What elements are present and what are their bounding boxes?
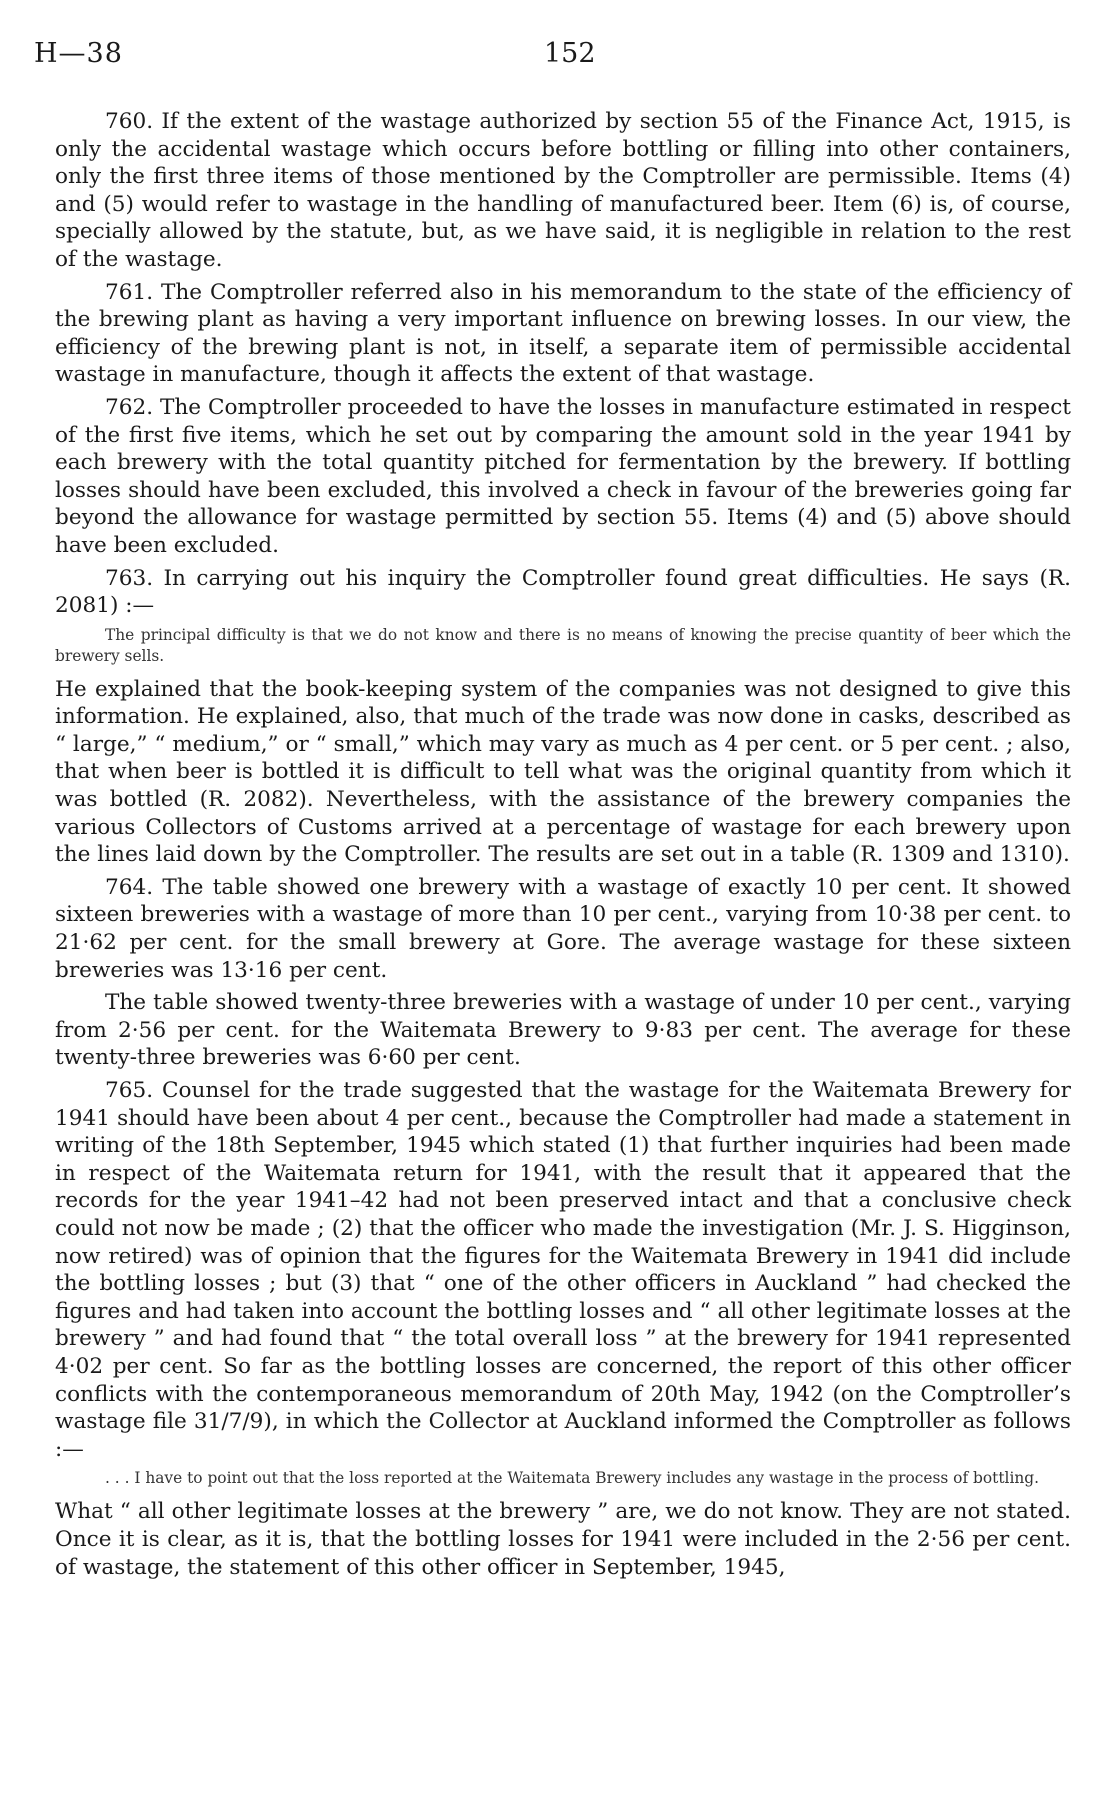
paragraph-765-continued: What “ all other legitimate losses at the brewery ” are, we do not know. They are not stated. Once it is clear, as it is, that the bottling losses for 1941 were included in the 2·56 per cent. of wastage, the statement of this other officer in September, 1945,	[55, 1499, 1071, 1580]
paragraph-763-continued: He explained that the book-keeping system of the companies was not designed to give this information. He explained, also, that much of the trade was now done in casks, described as “ large,” “ medium,” or “ small,” which may vary as much as 4 per cent. or 5 per cent. ; also, that when beer is bottled it is difficult to tell what was the original quantity from which it was bottled (R. 2082). Nevertheless, with the assistance of the brewery companies the various Collectors of Customs arrived at a percentage of wastage for each brewery upon the lines laid down by the Comptroller. The results are set out in a table (R. 1309 and 1310).	[55, 676, 1071, 868]
paragraph-764-continued: The table showed twenty-three breweries with a wastage of under 10 per cent., varying from 2·56 per cent. for the Waitemata Brewery to 9·83 per cent. The average for these twenty-three breweries was 6·60 per cent.	[55, 990, 1071, 1071]
document-reference: H—38	[34, 38, 123, 69]
quotation-765: . . . I have to point out that the loss reported at the Waitemata Brewery includes any wastage in the process of bottling.	[105, 1469, 1040, 1488]
quotation-763: The principal difficulty is that we do not know and there is no means of knowing the precise quantity of beer which the brewery sells.	[55, 625, 1071, 665]
page-header	[0, 38, 1114, 78]
paragraph-763: 763. In carrying out his inquiry the Comptroller found great difficulties. He says (R. 2081) :—	[55, 565, 1071, 619]
paragraph-760: 760. If the extent of the wastage authorized by section 55 of the Finance Act, 1915, is only the accidental wastage which occurs before bottling or filling into other containers, only the first three items of those mentioned by the Comptroller are permissible. Items (4) and (5) would refer to wastage in the handling of manufactured beer. Item (6) is, of course, specially allowed by the statute, but, as we have said, it is negligible in relation to the rest of the wastage.	[55, 109, 1071, 272]
paragraph-761: 761. The Comptroller referred also in his memorandum to the state of the efficiency of the brewing plant as having a very important influence on brewing losses. In our view, the efficiency of the brewing plant is not, in itself, a separate item of permissible accidental wastage in manufacture, though it affects the extent of that wastage.	[55, 279, 1071, 388]
document-body	[55, 108, 1071, 1586]
paragraph-764: 764. The table showed one brewery with a wastage of exactly 10 per cent. It showed sixteen breweries with a wastage of more than 10 per cent., varying from 10·38 per cent. to 21·62 per cent. for the small brewery at Gore. The average wastage for these sixteen breweries was 13·16 per cent.	[55, 874, 1071, 983]
paragraph-762: 762. The Comptroller proceeded to have the losses in manufacture estimated in respect of the first five items, which he set out by comparing the amount sold in the year 1941 by each brewery with the total quantity pitched for fermentation by the brewery. If bottling losses should have been excluded, this involved a check in favour of the breweries going far beyond the allowance for wastage permitted by section 55. Items (4) and (5) above should have been excluded.	[55, 394, 1071, 558]
page-number: 152	[544, 38, 596, 69]
paragraph-765: 765. Counsel for the trade suggested that the wastage for the Waitemata Brewery for 1941 should have been about 4 per cent., because the Comptroller had made a statement in writing of the 18th September, 1945 which stated (1) that further inquiries had been made in respect of the Waitemata return for 1941, with the result that it appeared that the records for the year 1941–42 had not been preserved intact and that a conclusive check could not now be made ; (2) that the officer who made the investigation (Mr. J. S. Higginson, now retired) was of opinion that the figures for the Waitemata Brewery in 1941 did include the bottling losses ; but (3) that “ one of the other officers in Auckland ” had checked the figures and had taken into account the bottling losses and “ all other legitimate losses at the brewery ” and had found that “ the total overall loss ” at the brewery for 1941 represented 4·02 per cent. So far as the bottling losses are concerned, the report of this other officer conflicts with the contemporaneous memorandum of 20th May, 1942 (on the Comptroller’s wastage file 31/7/9), in which the Collector at Auckland informed the Comptroller as follows :—	[55, 1078, 1071, 1462]
